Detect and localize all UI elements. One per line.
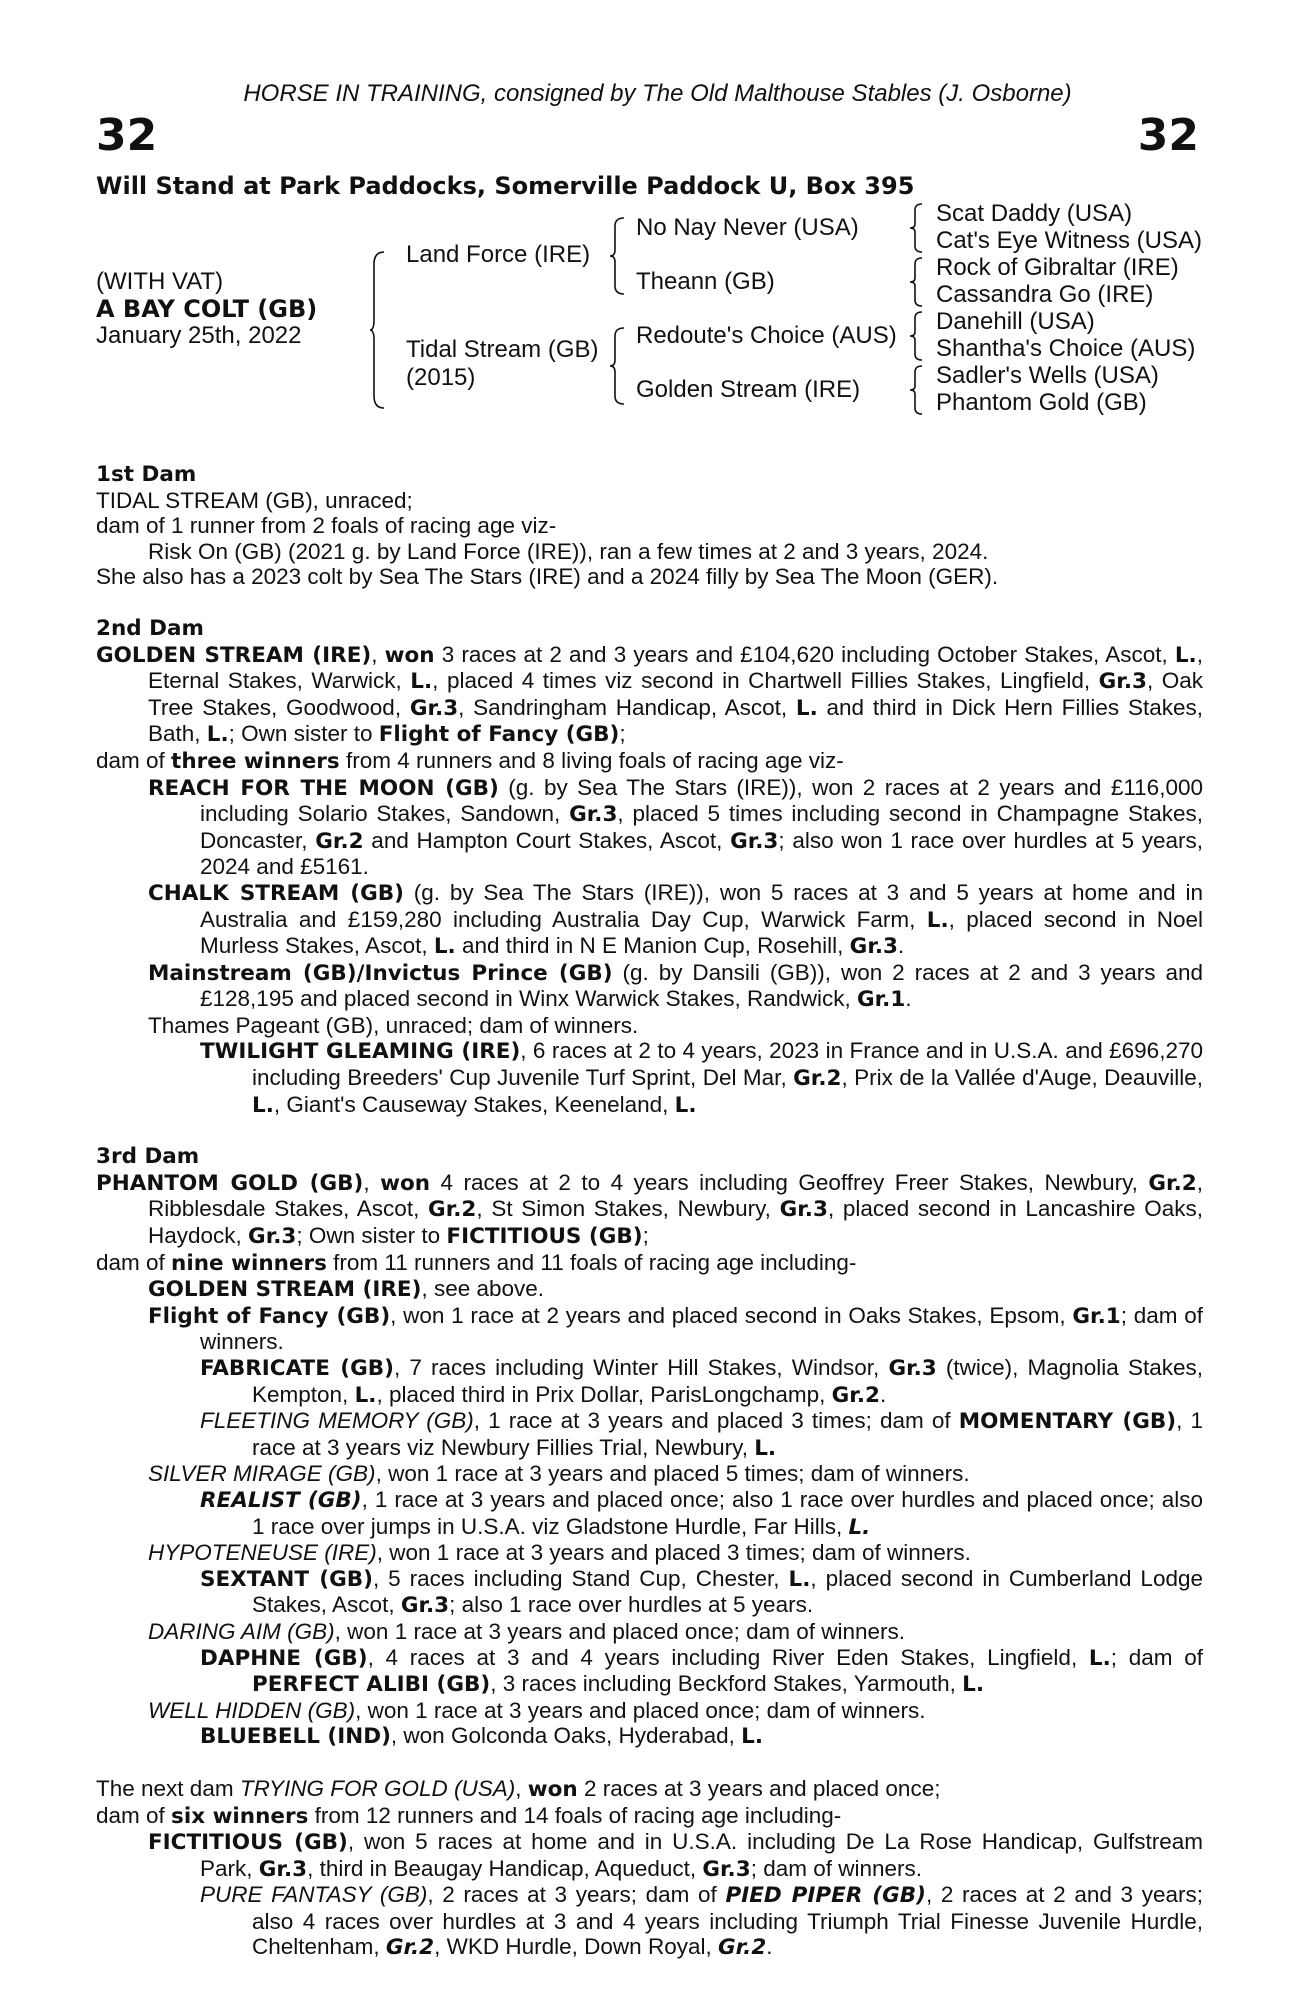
produce-chalk-stream: CHALK STREAM (GB) (g. by Sea The Stars (IRE)), won 5 races at 3 and 5 years at home and in Australia and £159,280 including Australia Day Cup, Warwick Farm, L., placed second in Noel Murless Stakes, Ascot, L. and third in N E Manion Cup, Rosehill, Gr.3.	[148, 879, 1204, 960]
produce-twilight-gleaming: TWILIGHT GLEAMING (IRE), 6 races at 2 to 4 years, 2023 in France and in U.S.A. and £696,270 including Breeders' Cup Juvenile Turf Sprint, Del Mar, Gr.2, Prix de la Vallée d'Auge, Deauville, L., Giant's Causeway Stakes, Keeneland, L.	[200, 1038, 1203, 1118]
grandsire-1: Scat Daddy (USA)	[936, 200, 1133, 227]
next-dam-record: The next dam TRYING FOR GOLD (USA), won 2 races at 3 years and placed once;	[96, 1775, 941, 1802]
first-dam-produce: dam of 1 runner from 2 foals of racing age viz-	[96, 513, 557, 539]
produce-well-hidden: WELL HIDDEN (GB), won 1 race at 3 years and placed once; dam of winners.	[148, 1697, 926, 1723]
grandsire-6: Shantha's Choice (AUS)	[936, 335, 1196, 362]
produce-pure-fantasy: PURE FANTASY (GB), 2 races at 3 years; dam of PIED PIPER (GB), 2 races at 2 and 3 years; also 4 races over hurdles at 3 and 4 years including Triumph Trial Finesse Juvenile Hurdle, Cheltenham, Gr.2, WKD Hurdle, Down Royal, Gr.2.	[200, 1882, 1203, 1961]
first-dam-heading: 1st Dam	[96, 462, 197, 487]
produce-bluebell: BLUEBELL (IND), won Golconda Oaks, Hyderabad, L.	[200, 1723, 763, 1750]
produce-daphne: DAPHNE (GB), 4 races at 3 and 4 years including River Eden Stakes, Lingfield, L.; dam of PERFECT ALIBI (GB), 3 races including Beckford Stakes, Yarmouth, L.	[200, 1644, 1204, 1698]
next-dam-produce: dam of six winners from 12 runners and 14 foals of racing age including-	[96, 1802, 842, 1829]
produce-sextant: SEXTANT (GB), 5 races including Stand Cup, Chester, L., placed second in Cumberland Lodge Stakes, Ascot, Gr.3; also 1 race over hurdles at 5 years.	[200, 1565, 1203, 1619]
dam-sire: Redoute's Choice (AUS)	[636, 322, 897, 349]
third-dam-record: PHANTOM GOLD (GB), won 4 races at 2 to 4 years including Geoffrey Freer Stakes, Newbury, Gr.2, Ribblesdale Stakes, Ascot, Gr.2, St Simon Stakes, Newbury, Gr.3, placed second in Lancashire Oaks, Haydock, Gr.3; Own sister to FICTITIOUS (GB);	[96, 1169, 1203, 1250]
grandsire-7: Sadler's Wells (USA)	[936, 362, 1159, 389]
vat-note: (WITH VAT)	[96, 268, 224, 295]
produce-golden-stream: GOLDEN STREAM (IRE), see above.	[148, 1276, 545, 1303]
sire-dam: Theann (GB)	[636, 268, 775, 295]
dam-parents-brace	[610, 326, 626, 406]
sire-name: Land Force (IRE)	[406, 241, 591, 268]
foaling-date: January 25th, 2022	[96, 322, 302, 349]
first-dam-runner: Risk On (GB) (2021 g. by Land Force (IRE)), ran a few times at 2 and 3 years, 2024.	[148, 538, 989, 564]
produce-hypoteneuse: HYPOTENEUSE (IRE), won 1 race at 3 years and placed 3 times; dam of winners.	[148, 1540, 971, 1566]
third-dam-heading: 3rd Dam	[96, 1144, 200, 1170]
dam-dam: Golden Stream (IRE)	[636, 376, 861, 403]
sire-dam-brace	[370, 250, 386, 410]
second-dam-heading: 2nd Dam	[96, 615, 204, 641]
lot-number-left: 32	[96, 110, 158, 161]
consignor-header: HORSE IN TRAINING, consigned by The Old Malthouse Stables (J. Osborne)	[243, 80, 1072, 107]
produce-fleeting-memory: FLEETING MEMORY (GB), 1 race at 3 years and placed 3 times; dam of MOMENTARY (GB), 1 race at 3 years viz Newbury Fillies Trial, Newbury, L.	[200, 1408, 1203, 1461]
gen3-brace-3	[910, 310, 924, 362]
lot-number-right: 32	[1137, 110, 1199, 161]
produce-thames-pageant: Thames Pageant (GB), unraced; dam of winners.	[148, 1012, 639, 1038]
stand-location: Will Stand at Park Paddocks, Somerville Paddock U, Box 395	[96, 172, 915, 200]
second-dam-record: GOLDEN STREAM (IRE), won 3 races at 2 and 3 years and £104,620 including October Stakes, Ascot, L., Eternal Stakes, Warwick, L., placed 4 times viz second in Chartwell Fillies Stakes, Lingfield, Gr.3, Oak Tree Stakes, Goodwood, Gr.3, Sandringham Handicap, Ascot, L. and third in Dick Hern Fillies Stakes, Bath, L.; Own sister to Flight of Fancy (GB);	[96, 641, 1203, 748]
grandsire-8: Phantom Gold (GB)	[936, 389, 1147, 416]
produce-silver-mirage: SILVER MIRAGE (GB), won 1 race at 3 years and placed 5 times; dam of winners.	[148, 1461, 970, 1487]
first-dam-line: TIDAL STREAM (GB), unraced;	[96, 487, 413, 513]
grandsire-4: Cassandra Go (IRE)	[936, 281, 1154, 308]
second-dam-produce: dam of three winners from 4 runners and 8 living foals of racing age viz-	[96, 747, 844, 774]
produce-mainstream: Mainstream (GB)/Invictus Prince (GB) (g. by Dansili (GB)), won 2 races at 2 and 3 years and £128,195 and placed second in Winx Warwick Stakes, Randwick, Gr.1.	[148, 959, 1203, 1013]
gen3-brace-2	[910, 256, 924, 308]
dam-name: Tidal Stream (GB)	[406, 336, 599, 363]
grandsire-2: Cat's Eye Witness (USA)	[936, 227, 1202, 254]
produce-flight-of-fancy: Flight of Fancy (GB), won 1 race at 2 years and placed second in Oaks Stakes, Epsom, Gr.1; dam of winners.	[148, 1302, 1203, 1355]
gen3-brace-1	[910, 202, 924, 254]
lot-description: A BAY COLT (GB)	[96, 295, 318, 323]
first-dam-note: She also has a 2023 colt by Sea The Stars (IRE) and a 2024 filly by Sea The Moon (GER).	[96, 564, 999, 590]
produce-fictitious: FICTITIOUS (GB), won 5 races at home and in U.S.A. including De La Rose Handicap, Gulfstream Park, Gr.3, third in Beaugay Handicap, Aqueduct, Gr.3; dam of winners.	[148, 1829, 1204, 1882]
produce-realist: REALIST (GB), 1 race at 3 years and placed once; also 1 race over hurdles and placed once; also 1 race over jumps in U.S.A. viz Gladstone Hurdle, Far Hills, L.	[200, 1486, 1203, 1540]
produce-fabricate: FABRICATE (GB), 7 races including Winter Hill Stakes, Windsor, Gr.3 (twice), Magnolia Stakes, Kempton, L., placed third in Prix Dollar, ParisLongchamp, Gr.2.	[200, 1355, 1203, 1408]
produce-record	[96, 462, 1203, 1961]
sire-sire: No Nay Never (USA)	[636, 214, 859, 241]
third-dam-produce: dam of nine winners from 11 runners and 11 foals of racing age including-	[96, 1249, 857, 1276]
dam-year: (2015)	[406, 364, 476, 391]
grandsire-3: Rock of Gibraltar (IRE)	[936, 254, 1179, 281]
gen3-brace-4	[910, 364, 924, 416]
grandsire-5: Danehill (USA)	[936, 308, 1095, 335]
produce-daring-aim: DARING AIM (GB), won 1 race at 3 years and placed once; dam of winners.	[148, 1618, 905, 1644]
produce-reach-for-the-moon: REACH FOR THE MOON (GB) (g. by Sea The Stars (IRE)), won 2 races at 2 years and £116,000 including Solario Stakes, Sandown, Gr.3, placed 5 times including second in Champagne Stakes, Doncaster, Gr.2 and Hampton Court Stakes, Ascot, Gr.3; also won 1 race over hurdles at 5 years, 2024 and £5161.	[148, 774, 1204, 880]
sire-parents-brace	[610, 216, 626, 296]
